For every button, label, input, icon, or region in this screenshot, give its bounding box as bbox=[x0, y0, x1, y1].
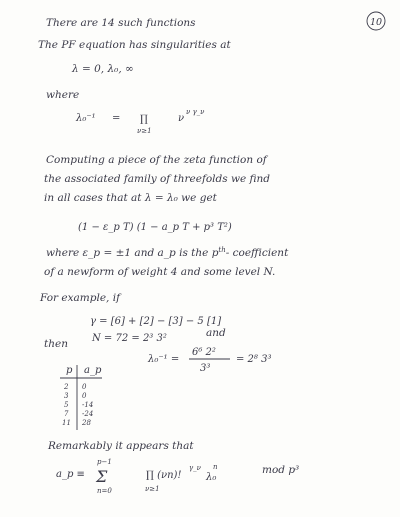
formula-product-sign: ∏ bbox=[140, 114, 148, 125]
table-cell-p: 5 bbox=[64, 401, 69, 409]
formula-lambda0-value-rhs: = 2⁸ 3³ bbox=[236, 354, 272, 365]
formula-zeta-factor: (1 − ε_p T) (1 − a_p T + p³ T²) bbox=[78, 222, 232, 233]
formula-product-factorial: ∏ (νn)! bbox=[146, 470, 182, 481]
table-cell-ap: 0 bbox=[82, 383, 87, 391]
table-header-ap: a_p bbox=[84, 365, 102, 376]
formula-mod-p3: mod p³ bbox=[262, 464, 300, 476]
line-remarkably: Remarkably it appears that bbox=[48, 440, 194, 452]
ap-table bbox=[60, 365, 102, 430]
formula-fraction-denominator: 3³ bbox=[200, 363, 211, 374]
table-cell-ap: 0 bbox=[82, 392, 87, 400]
line-for-example: For example, if bbox=[40, 292, 120, 304]
line-computing-zeta: Computing a piece of the zeta function of bbox=[46, 154, 267, 166]
formula-level-n: N = 72 = 2³ 3² bbox=[92, 333, 167, 344]
line-newform: of a newform of weight 4 and some level N. bbox=[44, 266, 276, 278]
table-cell-p: 2 bbox=[64, 383, 69, 391]
table-cell-p: 3 bbox=[64, 392, 69, 400]
table-cell-ap: 28 bbox=[82, 419, 91, 427]
line-then: then bbox=[44, 338, 68, 350]
formula-equals: = bbox=[112, 113, 121, 124]
line-singular-points: λ = 0, λ₀, ∞ bbox=[72, 63, 134, 75]
where-epsilon-text: where ε_p = ±1 and a_p is the p bbox=[46, 247, 219, 259]
line-and: and bbox=[206, 327, 226, 339]
formula-nu-exponent: ν γ_ν bbox=[186, 108, 205, 116]
pth-superscript: th bbox=[218, 246, 226, 254]
formula-lambda0-inverse: λ₀⁻¹ bbox=[76, 113, 96, 124]
formula-gamma-exponent: γ_ν bbox=[189, 464, 201, 472]
formula-lambda0-power: λ₀ bbox=[206, 472, 217, 483]
formula-product-index: ν≥1 bbox=[137, 127, 152, 135]
formula-gamma: γ = [6] + [2] − [3] − 5 [1] bbox=[90, 316, 222, 327]
formula-sum-sign: Σ bbox=[96, 467, 108, 486]
formula-fraction-numerator: 6⁶ 2² bbox=[192, 347, 216, 358]
line-threefolds: the associated family of threefolds we find bbox=[44, 173, 270, 185]
formula-nu-base: ν bbox=[178, 113, 185, 124]
line-where: where bbox=[46, 89, 80, 101]
coefficient-text: - coefficient bbox=[225, 247, 289, 259]
table-cell-ap: -24 bbox=[82, 410, 94, 418]
table-cell-p: 11 bbox=[62, 419, 71, 427]
formula-product-index-2: ν≥1 bbox=[145, 485, 160, 493]
line-all-cases: in all cases that at λ = λ₀ we get bbox=[44, 192, 217, 204]
table-cell-ap: -14 bbox=[82, 401, 94, 409]
line-count-functions: There are 14 such functions bbox=[46, 17, 196, 29]
line-where-epsilon bbox=[46, 246, 289, 259]
table-header-p: p bbox=[66, 365, 73, 376]
formula-sum-upper: p−1 bbox=[97, 458, 112, 466]
formula-lambda0-value-lhs: λ₀⁻¹ = bbox=[148, 354, 180, 365]
formula-ap-lhs: a_p ≡ bbox=[56, 469, 85, 480]
table-cell-p: 7 bbox=[64, 410, 69, 418]
line-pf-singularities: The PF equation has singularities at bbox=[38, 39, 231, 51]
formula-sum-lower: n=0 bbox=[97, 487, 112, 495]
page-number: 10 bbox=[370, 17, 383, 28]
formula-lambda0-exponent: n bbox=[213, 463, 218, 471]
